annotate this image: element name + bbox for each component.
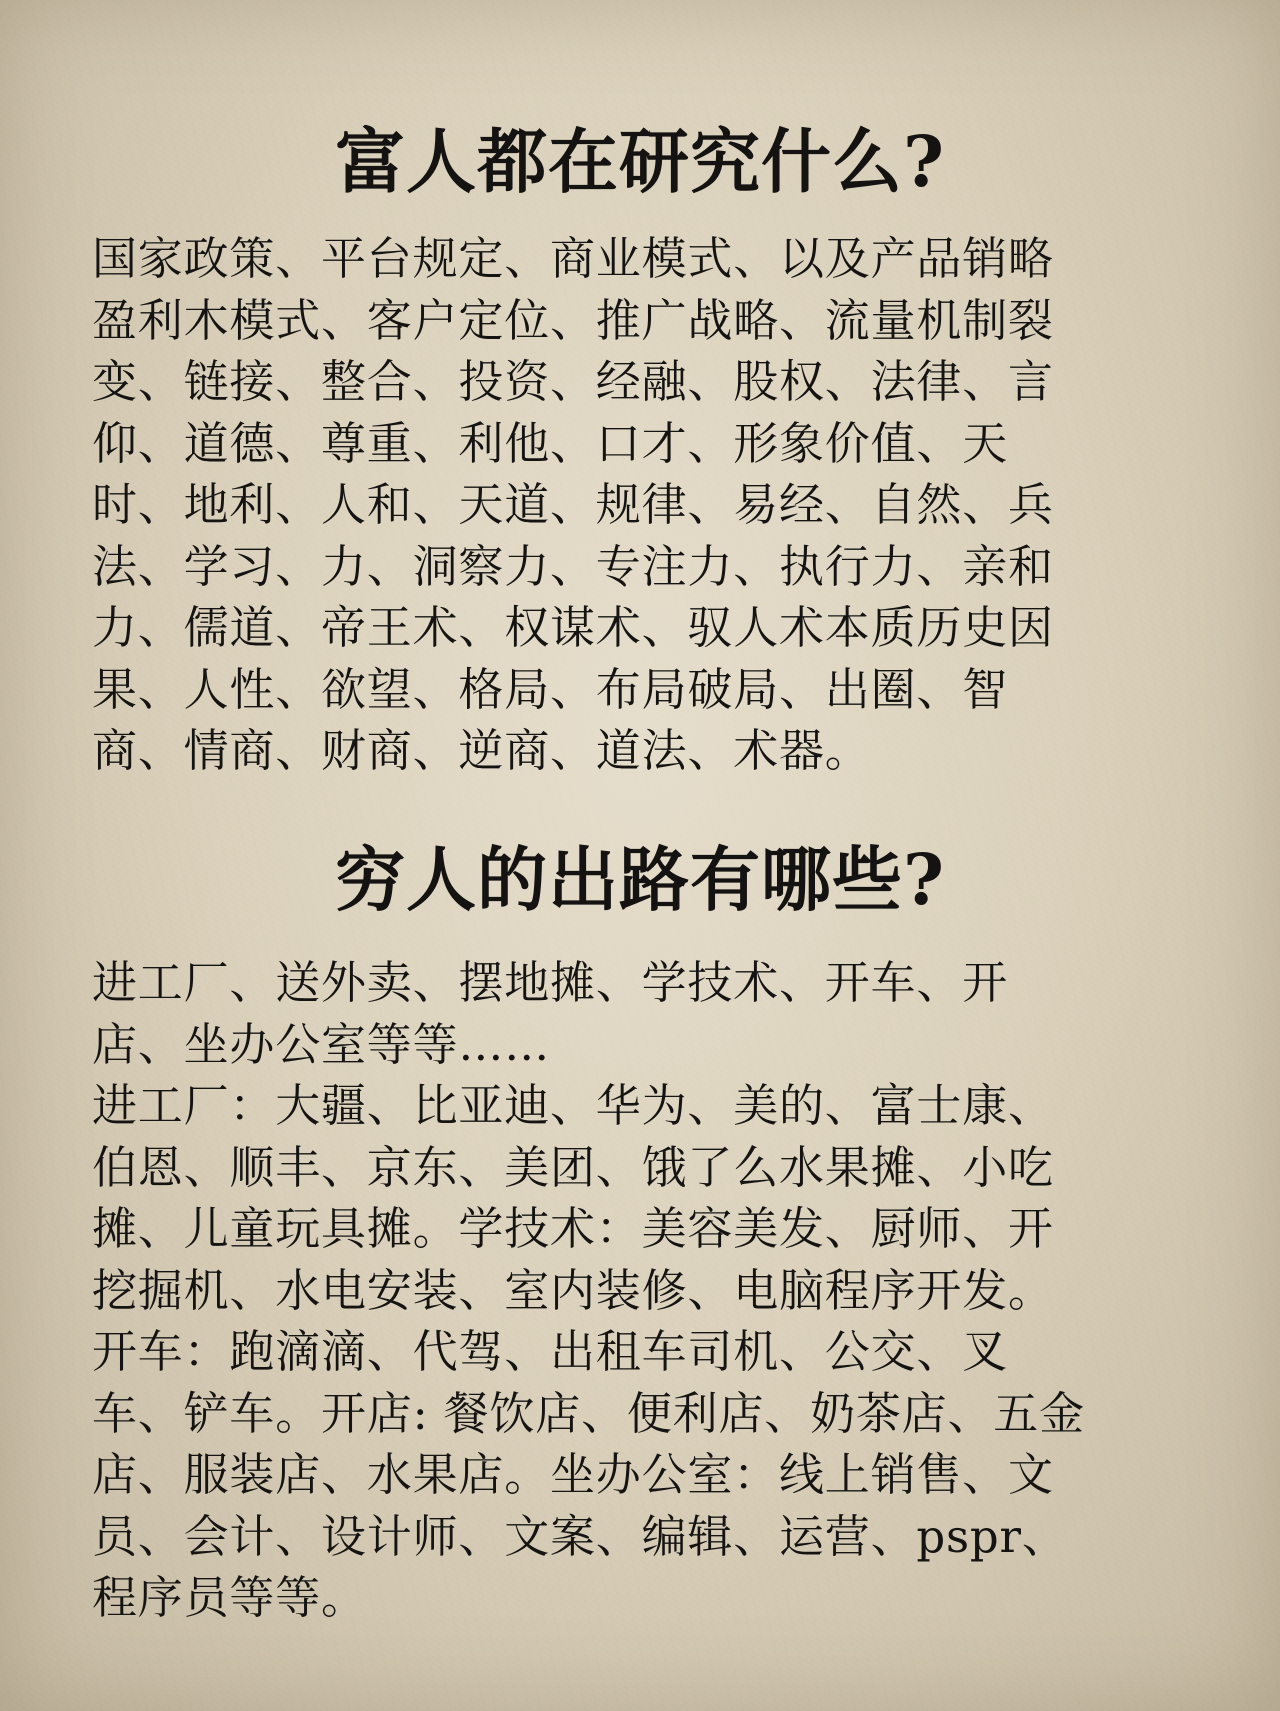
poor-text-line: 店、服装店、水果店。坐办公室：线上销售、文 <box>92 1448 1054 1501</box>
poor-text-line: 进工厂：大疆、比亚迪、华为、美的、富士康、 <box>92 1079 1054 1132</box>
poor-text-line: 开车：跑滴滴、代驾、出租车司机、公交、叉 <box>92 1325 1009 1378</box>
poor-text-line: 摊、儿童玩具摊。学技术：美容美发、厨师、开 <box>92 1202 1054 1255</box>
rich-text-line: 仰、道德、尊重、利他、口才、形象价值、天 <box>92 416 1009 470</box>
rich-text-line: 法、学习、力、洞察力、专注力、执行力、亲和 <box>92 539 1054 593</box>
rich-text-line: 变、链接、整合、投资、经融、股权、法律、言 <box>92 355 1054 408</box>
rich-text-line: 果、人性、欲望、格局、布局破局、出圈、智 <box>92 662 1009 716</box>
rich-text-line: 盈利木模式、客户定位、推广战略、流量机制裂 <box>92 293 1054 347</box>
poor-options-list <box>92 952 1192 1629</box>
poor-text-line: 车、铲车。开店: 餐饮店、便利店、奶茶店、五金 <box>92 1386 1085 1440</box>
poor-text-line: 挖掘机、水电安装、室内装修、电脑程序开发。 <box>92 1263 1054 1317</box>
poor-text-line: 员、会计、设计师、文案、编辑、运营、pspr、 <box>92 1509 1068 1563</box>
poor-text-line: 进工厂、送外卖、摆地摊、学技术、开车、开 <box>92 956 1009 1009</box>
rich-text-line: 时、地利、人和、天道、规律、易经、自然、兵 <box>92 478 1054 531</box>
poor-section-title: 穷人的出路有哪些? <box>334 838 945 921</box>
rich-text-line: 国家政策、平台规定、商业模式、以及产品销略 <box>92 232 1054 285</box>
poor-text-line: 店、坐办公室等等…… <box>92 1017 551 1071</box>
rich-section-title: 富人都在研究什么? <box>334 120 945 203</box>
rich-research-list <box>92 228 1192 782</box>
poor-text-line: 程序员等等。 <box>92 1571 367 1624</box>
rich-text-line: 力、儒道、帝王术、权谋术、驭人术本质历史因 <box>92 601 1054 654</box>
rich-text-line: 商、情商、财商、逆商、道法、术器。 <box>92 724 871 777</box>
poor-text-line: 伯恩、顺丰、京东、美团、饿了么水果摊、小吃 <box>92 1140 1054 1194</box>
